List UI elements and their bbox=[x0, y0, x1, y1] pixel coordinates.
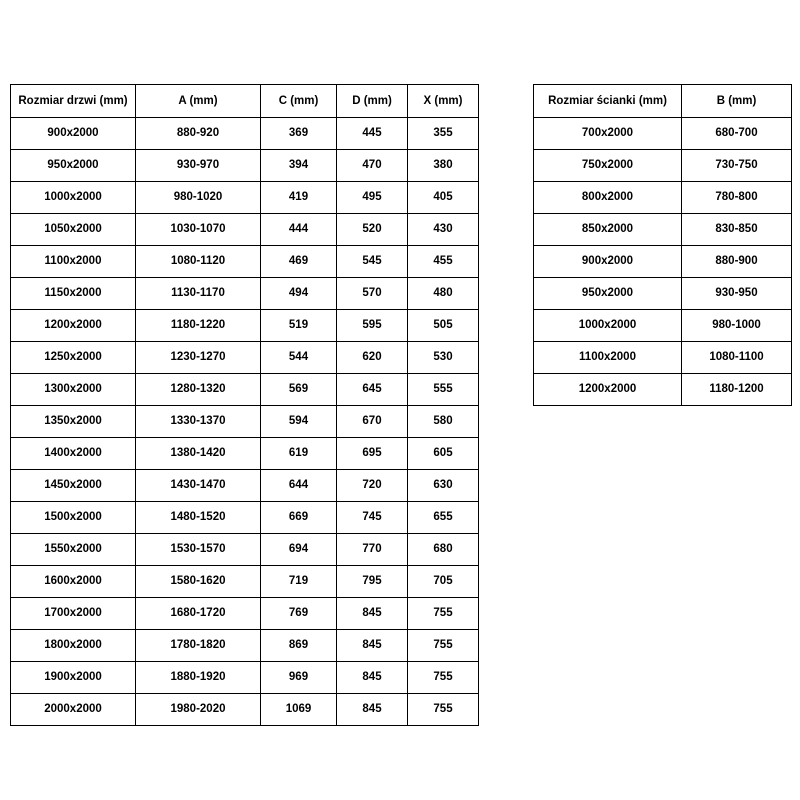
cell-d: 695 bbox=[337, 438, 408, 470]
cell-c: 769 bbox=[261, 598, 337, 630]
cell-wall-size: 1100x2000 bbox=[534, 342, 682, 374]
table-row bbox=[11, 630, 479, 662]
column-header-wall-size: Rozmiar ścianki (mm) bbox=[534, 85, 682, 118]
table-row bbox=[534, 182, 792, 214]
table-row bbox=[534, 214, 792, 246]
wall-table-body bbox=[534, 118, 792, 406]
cell-door-size: 1300x2000 bbox=[11, 374, 136, 406]
table-header-row bbox=[534, 85, 792, 118]
table-row bbox=[11, 278, 479, 310]
table-row bbox=[11, 534, 479, 566]
cell-d: 620 bbox=[337, 342, 408, 374]
cell-wall-size: 950x2000 bbox=[534, 278, 682, 310]
cell-d: 445 bbox=[337, 118, 408, 150]
table-row bbox=[11, 182, 479, 214]
cell-door-size: 1000x2000 bbox=[11, 182, 136, 214]
cell-a: 1330-1370 bbox=[136, 406, 261, 438]
cell-a: 1080-1120 bbox=[136, 246, 261, 278]
cell-d: 845 bbox=[337, 662, 408, 694]
cell-x: 655 bbox=[408, 502, 479, 534]
cell-d: 745 bbox=[337, 502, 408, 534]
cell-wall-size: 850x2000 bbox=[534, 214, 682, 246]
cell-c: 669 bbox=[261, 502, 337, 534]
cell-door-size: 1700x2000 bbox=[11, 598, 136, 630]
table-row bbox=[11, 566, 479, 598]
table-row bbox=[534, 310, 792, 342]
cell-door-size: 1150x2000 bbox=[11, 278, 136, 310]
cell-c: 644 bbox=[261, 470, 337, 502]
table-row bbox=[11, 438, 479, 470]
cell-c: 544 bbox=[261, 342, 337, 374]
cell-c: 619 bbox=[261, 438, 337, 470]
cell-c: 719 bbox=[261, 566, 337, 598]
cell-b: 930-950 bbox=[682, 278, 792, 310]
column-header-d: D (mm) bbox=[337, 85, 408, 118]
cell-c: 969 bbox=[261, 662, 337, 694]
cell-c: 419 bbox=[261, 182, 337, 214]
cell-door-size: 2000x2000 bbox=[11, 694, 136, 726]
cell-c: 494 bbox=[261, 278, 337, 310]
table-row bbox=[534, 118, 792, 150]
cell-a: 1280-1320 bbox=[136, 374, 261, 406]
cell-x: 530 bbox=[408, 342, 479, 374]
doors-table-body bbox=[11, 118, 479, 726]
cell-a: 1980-2020 bbox=[136, 694, 261, 726]
column-header-door-size: Rozmiar drzwi (mm) bbox=[11, 85, 136, 118]
cell-c: 369 bbox=[261, 118, 337, 150]
cell-d: 570 bbox=[337, 278, 408, 310]
cell-a: 1430-1470 bbox=[136, 470, 261, 502]
cell-x: 455 bbox=[408, 246, 479, 278]
cell-x: 755 bbox=[408, 694, 479, 726]
cell-a: 1530-1570 bbox=[136, 534, 261, 566]
table-row bbox=[11, 662, 479, 694]
cell-door-size: 1400x2000 bbox=[11, 438, 136, 470]
cell-door-size: 900x2000 bbox=[11, 118, 136, 150]
cell-door-size: 1900x2000 bbox=[11, 662, 136, 694]
table-row bbox=[11, 150, 479, 182]
cell-c: 594 bbox=[261, 406, 337, 438]
table-row bbox=[11, 246, 479, 278]
column-header-b: B (mm) bbox=[682, 85, 792, 118]
table-row bbox=[11, 406, 479, 438]
table-row bbox=[11, 694, 479, 726]
cell-c: 469 bbox=[261, 246, 337, 278]
cell-x: 680 bbox=[408, 534, 479, 566]
cell-b: 780-800 bbox=[682, 182, 792, 214]
table-header-row bbox=[11, 85, 479, 118]
cell-a: 1180-1220 bbox=[136, 310, 261, 342]
cell-c: 394 bbox=[261, 150, 337, 182]
cell-x: 580 bbox=[408, 406, 479, 438]
cell-d: 845 bbox=[337, 598, 408, 630]
cell-x: 405 bbox=[408, 182, 479, 214]
cell-d: 595 bbox=[337, 310, 408, 342]
cell-b: 1080-1100 bbox=[682, 342, 792, 374]
cell-a: 1380-1420 bbox=[136, 438, 261, 470]
cell-c: 694 bbox=[261, 534, 337, 566]
column-header-a: A (mm) bbox=[136, 85, 261, 118]
cell-x: 630 bbox=[408, 470, 479, 502]
table-row bbox=[534, 246, 792, 278]
cell-d: 470 bbox=[337, 150, 408, 182]
table-row bbox=[534, 342, 792, 374]
cell-d: 770 bbox=[337, 534, 408, 566]
cell-wall-size: 1200x2000 bbox=[534, 374, 682, 406]
cell-a: 1130-1170 bbox=[136, 278, 261, 310]
cell-door-size: 1800x2000 bbox=[11, 630, 136, 662]
cell-door-size: 1200x2000 bbox=[11, 310, 136, 342]
cell-door-size: 1250x2000 bbox=[11, 342, 136, 374]
cell-x: 380 bbox=[408, 150, 479, 182]
cell-door-size: 1350x2000 bbox=[11, 406, 136, 438]
cell-x: 555 bbox=[408, 374, 479, 406]
cell-b: 680-700 bbox=[682, 118, 792, 150]
cell-a: 1880-1920 bbox=[136, 662, 261, 694]
cell-d: 670 bbox=[337, 406, 408, 438]
table-row bbox=[534, 150, 792, 182]
cell-d: 545 bbox=[337, 246, 408, 278]
table-row bbox=[11, 598, 479, 630]
column-header-c: C (mm) bbox=[261, 85, 337, 118]
table-row bbox=[534, 278, 792, 310]
cell-door-size: 950x2000 bbox=[11, 150, 136, 182]
cell-c: 519 bbox=[261, 310, 337, 342]
cell-x: 480 bbox=[408, 278, 479, 310]
cell-door-size: 1600x2000 bbox=[11, 566, 136, 598]
cell-d: 495 bbox=[337, 182, 408, 214]
table-row bbox=[11, 470, 479, 502]
wall-table-header bbox=[534, 85, 792, 118]
cell-x: 430 bbox=[408, 214, 479, 246]
cell-b: 730-750 bbox=[682, 150, 792, 182]
cell-a: 1230-1270 bbox=[136, 342, 261, 374]
cell-a: 1030-1070 bbox=[136, 214, 261, 246]
table-row bbox=[11, 502, 479, 534]
cell-door-size: 1550x2000 bbox=[11, 534, 136, 566]
cell-a: 1680-1720 bbox=[136, 598, 261, 630]
cell-x: 755 bbox=[408, 598, 479, 630]
cell-a: 980-1020 bbox=[136, 182, 261, 214]
cell-d: 520 bbox=[337, 214, 408, 246]
cell-x: 505 bbox=[408, 310, 479, 342]
doors-size-table bbox=[10, 84, 479, 726]
cell-x: 755 bbox=[408, 662, 479, 694]
cell-door-size: 1050x2000 bbox=[11, 214, 136, 246]
cell-wall-size: 1000x2000 bbox=[534, 310, 682, 342]
cell-d: 645 bbox=[337, 374, 408, 406]
cell-door-size: 1100x2000 bbox=[11, 246, 136, 278]
doors-table-header bbox=[11, 85, 479, 118]
wall-size-table-container bbox=[533, 84, 792, 406]
table-row bbox=[11, 118, 479, 150]
table-row bbox=[534, 374, 792, 406]
cell-c: 569 bbox=[261, 374, 337, 406]
cell-c: 444 bbox=[261, 214, 337, 246]
cell-c: 869 bbox=[261, 630, 337, 662]
cell-d: 845 bbox=[337, 694, 408, 726]
cell-b: 880-900 bbox=[682, 246, 792, 278]
cell-x: 355 bbox=[408, 118, 479, 150]
table-row bbox=[11, 214, 479, 246]
cell-x: 605 bbox=[408, 438, 479, 470]
column-header-x: X (mm) bbox=[408, 85, 479, 118]
cell-wall-size: 800x2000 bbox=[534, 182, 682, 214]
cell-b: 980-1000 bbox=[682, 310, 792, 342]
cell-a: 1580-1620 bbox=[136, 566, 261, 598]
cell-d: 720 bbox=[337, 470, 408, 502]
cell-wall-size: 750x2000 bbox=[534, 150, 682, 182]
cell-b: 1180-1200 bbox=[682, 374, 792, 406]
cell-x: 755 bbox=[408, 630, 479, 662]
table-row bbox=[11, 342, 479, 374]
cell-a: 1480-1520 bbox=[136, 502, 261, 534]
doors-size-table-container bbox=[10, 84, 479, 726]
cell-d: 795 bbox=[337, 566, 408, 598]
cell-door-size: 1500x2000 bbox=[11, 502, 136, 534]
cell-d: 845 bbox=[337, 630, 408, 662]
cell-door-size: 1450x2000 bbox=[11, 470, 136, 502]
cell-a: 930-970 bbox=[136, 150, 261, 182]
cell-a: 1780-1820 bbox=[136, 630, 261, 662]
cell-a: 880-920 bbox=[136, 118, 261, 150]
table-row bbox=[11, 310, 479, 342]
cell-wall-size: 900x2000 bbox=[534, 246, 682, 278]
cell-b: 830-850 bbox=[682, 214, 792, 246]
table-row bbox=[11, 374, 479, 406]
wall-size-table bbox=[533, 84, 792, 406]
cell-x: 705 bbox=[408, 566, 479, 598]
cell-c: 1069 bbox=[261, 694, 337, 726]
cell-wall-size: 700x2000 bbox=[534, 118, 682, 150]
